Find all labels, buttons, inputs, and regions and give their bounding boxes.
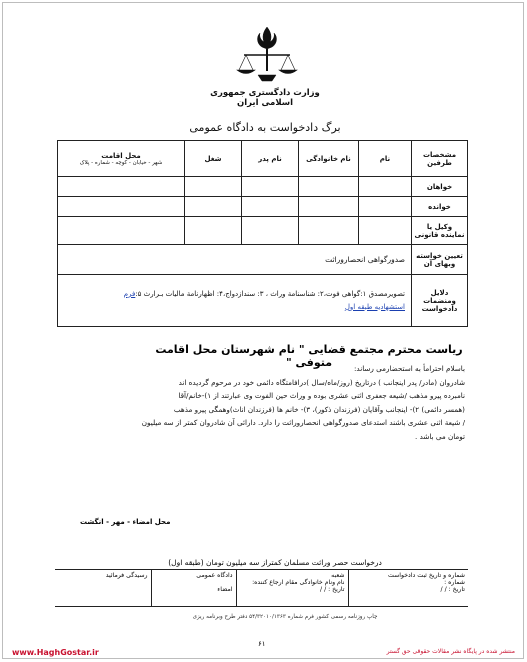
print-info: چاپ روزنامه رسمی کشور فرم شماره ۵۴/۳۲۰۱۰/۱۳۶۳ دفتر طرح وبرنامه ریزی: [192, 614, 378, 620]
col-header-name: نام: [359, 141, 412, 177]
attorney-family-cell[interactable]: [299, 217, 359, 245]
publisher-note: منتشر شده در پایگاه نشر مقالات حقوقی حق گستر: [386, 648, 515, 655]
evidence-value: تصویرمصدق ۱:گواهی فوت،۲: شناسنامة وراث ، ۳: سندازدواج،۴: اظهارنامة مالیات بـرارث ۵:: [135, 289, 405, 298]
form-link[interactable]: فرم: [123, 289, 136, 298]
col-header-address: [58, 141, 185, 177]
plaintiff-father-cell[interactable]: [242, 177, 299, 197]
branch-date: تاریخ : / /: [320, 586, 345, 593]
registration-label: شماره و تاریخ ثبت دادخواست: [388, 572, 465, 579]
referring-authority: نام ونام خانوادگی مقام ارجاع کننده:: [252, 579, 345, 586]
evidence-label: دلایل ومنضمات دادخواست: [412, 275, 468, 327]
registration-table: [55, 569, 468, 607]
address-header-label: محل اقامت: [101, 151, 141, 160]
plaintiff-address-cell[interactable]: [58, 177, 185, 197]
row-label-attorney: وکیل یا نماینده قانونی: [412, 217, 468, 245]
testimony-link[interactable]: استشهادیه طبقه اول: [344, 302, 405, 311]
ministry-name: وزارت دادگستری جمهوری اسلامی ایران: [210, 88, 320, 108]
website-link[interactable]: www.HaghGostar.ir: [12, 648, 99, 657]
court-signature: امضاء: [217, 586, 233, 593]
defendant-address-cell[interactable]: [58, 197, 185, 217]
evidence-value-cell[interactable]: [58, 275, 412, 327]
body-line: باسلام احترامأ به استحضارمی رساند:: [354, 364, 465, 373]
col-header-father: نام پدر: [242, 141, 299, 177]
attorney-name-cell[interactable]: [359, 217, 412, 245]
registration-number: شماره :: [444, 579, 465, 586]
row-label-plaintiff: خواهان: [412, 177, 468, 197]
defendant-family-cell[interactable]: [299, 197, 359, 217]
attorney-address-cell[interactable]: [58, 217, 185, 245]
body-line: تومان می باشد .: [415, 431, 465, 441]
defendant-job-cell[interactable]: [185, 197, 242, 217]
body-line: نامبرده پیرو مذهب /شیعه جعفری اثنی عشری بوده و وراث حین الفوت وی عبارتند از ۱)-خانم/آقا: [178, 391, 465, 401]
body-line: شادروان (مادر/ پدر اینجانب ) درتاریخ (روز/ماه/سال )درافامتگاه دائمی خود در مرحوم گردیده اند: [178, 377, 465, 387]
claim-row: [58, 245, 468, 275]
branch-col: [236, 570, 348, 607]
col-header-family: نام خانوادگی: [299, 141, 359, 177]
proceed-col: [55, 570, 151, 607]
page-number: ۶۱: [258, 640, 266, 648]
defendant-father-cell[interactable]: [242, 197, 299, 217]
table-row: [58, 217, 468, 245]
address-header-sub: شهر - خیابان - کوچه - شماره - پلاک: [79, 159, 163, 166]
body-line: (همسر دائمی) ۲)- اینجانب وآقایان (فرزندان ذکور)، ۳)- خانم ها (فرزندان اناث)وهمگی پیرو مذهب: [173, 404, 465, 414]
parties-table: [57, 140, 468, 327]
table-row: [58, 177, 468, 197]
attorney-father-cell[interactable]: [242, 217, 299, 245]
attorney-job-cell[interactable]: [185, 217, 242, 245]
branch-label: شعبه: [331, 572, 345, 579]
col-header-parties: مشخصات طرفین: [412, 141, 468, 177]
col-header-job: شغل: [185, 141, 242, 177]
court-blank: [155, 579, 233, 586]
table-row: [58, 197, 468, 217]
plaintiff-name-cell[interactable]: [359, 177, 412, 197]
court-col: [151, 570, 236, 607]
footer-title: درخواست حصر وراثت مسلمان کمتراز سه میلیون تومان (طبقه اول): [168, 558, 382, 567]
plaintiff-job-cell[interactable]: [185, 177, 242, 197]
signature-label: محل امضاء - مهر - انگشت: [80, 518, 171, 526]
form-title: برگ دادخواست به دادگاه عمومی: [189, 121, 341, 134]
court-label: دادگاه عمومی: [196, 572, 233, 579]
plaintiff-family-cell[interactable]: [299, 177, 359, 197]
registration-col: [348, 570, 468, 607]
proceed-label: رسیدگی فرمائید: [105, 572, 148, 579]
parties-header-row: [58, 141, 468, 177]
body-line: / شیعة اثنی عشری باشند استدعای صدورگواهی انحصاروراثت را دارد. دارائی آن شادروان کمتر از سه میلیون: [141, 418, 465, 428]
petition-body: [60, 362, 465, 444]
claim-label: تعیین خواسته وبهای آن: [412, 245, 468, 275]
iran-emblem-scales-icon: [232, 25, 302, 85]
claim-value[interactable]: صدورگواهی انحصاروراثت: [58, 245, 412, 275]
registration-date: تاریخ : / /: [440, 586, 465, 593]
defendant-name-cell[interactable]: [359, 197, 412, 217]
salutation: ریاست محترم مجتمع قضایی " نام شهرستان محل اقامت متوفی ": [155, 343, 463, 369]
row-label-defendant: خوانده: [412, 197, 468, 217]
evidence-row: [58, 275, 468, 327]
